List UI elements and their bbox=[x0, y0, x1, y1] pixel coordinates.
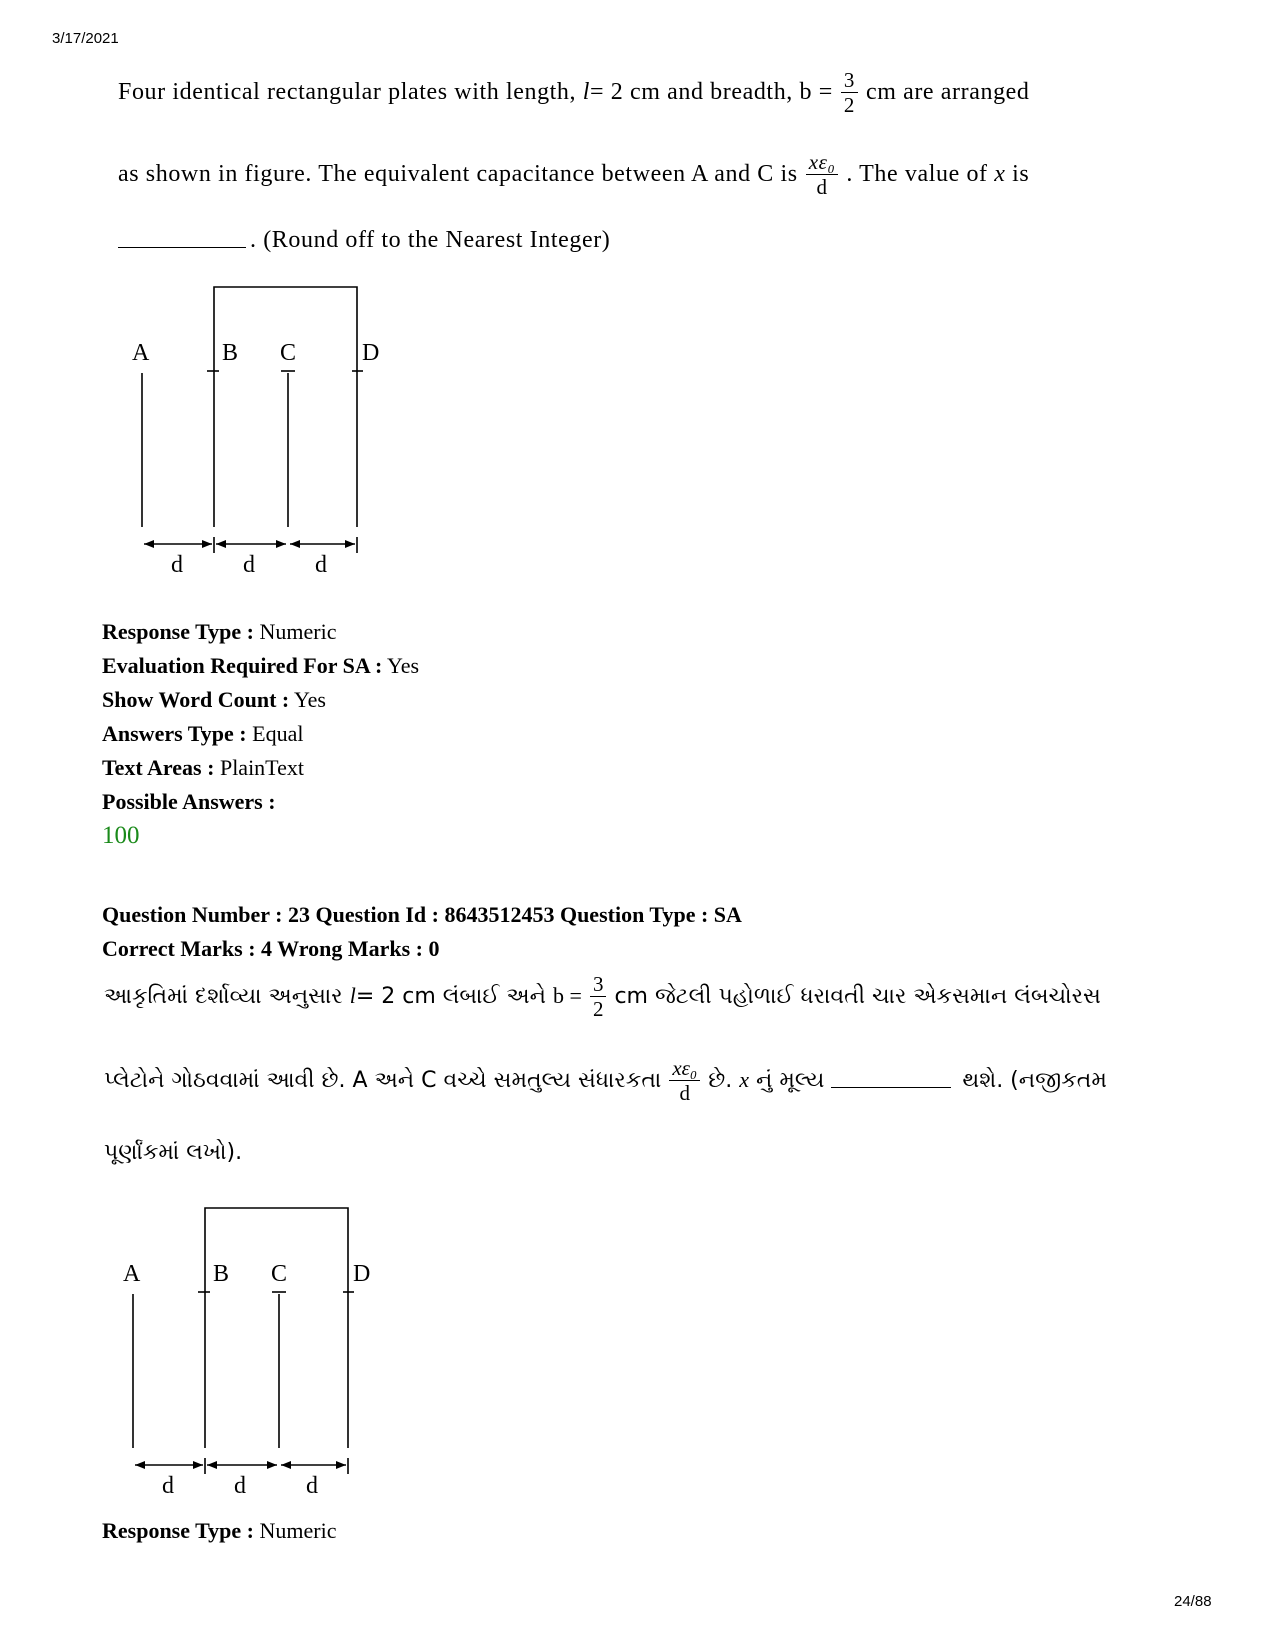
fraction-numerator: xε₀ bbox=[806, 150, 839, 175]
gujarati-text-line-3 bbox=[104, 1124, 242, 1180]
question-text-line-2 bbox=[118, 146, 1029, 202]
label-a: A bbox=[132, 340, 150, 366]
question-details bbox=[102, 615, 419, 819]
capacitor-plates-figure-2 bbox=[111, 1206, 371, 1516]
text-segment: આકૃતિમાં દર્શાવ્યા અનુસાર bbox=[104, 983, 343, 1009]
detail-row: Evaluation Required For SA : Yes bbox=[102, 653, 420, 678]
label-b: B bbox=[213, 1261, 230, 1287]
page-number: 24/88 bbox=[1174, 1593, 1212, 1610]
question-marks: Correct Marks : 4 Wrong Marks : 0 bbox=[102, 936, 440, 961]
answer-blank bbox=[831, 1073, 951, 1088]
text-segment: cm જેટલી પહોળાઈ ધરાવતી ચાર એકસમાન લંબચોરસ bbox=[614, 983, 1101, 1009]
text-segment: . (Round off to the Nearest Integer) bbox=[250, 226, 611, 253]
detail-row: Possible Answers : bbox=[102, 789, 276, 814]
fraction-numerator: 3 bbox=[841, 68, 858, 93]
detail-row: Response Type : Numeric bbox=[102, 619, 337, 644]
fraction-denominator: d bbox=[816, 174, 828, 199]
text-segment: cm are arranged bbox=[865, 78, 1030, 105]
plate-b-d-connection bbox=[205, 1208, 348, 1448]
text-segment: પ્લેટોને ગોઠવવામાં આવી છે. A અને C વચ્ચે સમતુલ્ય સંધારકતા bbox=[104, 1067, 662, 1093]
fraction-denominator: d bbox=[679, 1080, 691, 1105]
label-d: D bbox=[353, 1261, 371, 1287]
question-text-line-3 bbox=[118, 212, 610, 268]
spacing-label: d bbox=[306, 1473, 318, 1499]
fraction-denominator: 2 bbox=[592, 996, 604, 1021]
gujarati-text-line-2 bbox=[104, 1052, 1107, 1108]
spacing-label: d bbox=[171, 552, 183, 578]
label-a: A bbox=[123, 1261, 141, 1287]
plate-b-d-connection bbox=[214, 287, 357, 527]
variable-x: x bbox=[994, 160, 1006, 187]
capacitor-plates-figure bbox=[120, 285, 380, 595]
breadth-symbol: b = bbox=[799, 78, 833, 105]
breadth-symbol: b = bbox=[553, 983, 582, 1008]
label-c: C bbox=[280, 340, 297, 366]
detail-row: Answers Type : Equal bbox=[102, 721, 304, 746]
text-segment: . The value of bbox=[846, 160, 988, 187]
capacitance-fraction bbox=[669, 1056, 700, 1105]
answer-blank bbox=[118, 233, 246, 248]
spacing-label: d bbox=[243, 552, 255, 578]
detail-row: Show Word Count : Yes bbox=[102, 687, 326, 712]
spacing-label: d bbox=[162, 1473, 174, 1499]
text-segment: પૂર્ણાંકમાં લખો). bbox=[104, 1139, 243, 1165]
spacing-label: d bbox=[315, 552, 327, 578]
text-segment: નું મૂલ્ય bbox=[755, 1067, 825, 1093]
text-segment: થશે. (નજીકતમ bbox=[962, 1067, 1107, 1093]
detail-row: Response Type : Numeric bbox=[102, 1518, 337, 1543]
text-segment: Four identical rectangular plates with length, bbox=[118, 78, 577, 105]
detail-row: Text Areas : PlainText bbox=[102, 755, 304, 780]
question-text-line-1 bbox=[118, 64, 1030, 120]
text-segment: = 2 cm લંબાઈ અને bbox=[355, 983, 547, 1009]
length-symbol: l bbox=[349, 983, 356, 1008]
text-segment: as shown in figure. The equivalent capacitance between A and C is bbox=[118, 160, 798, 187]
capacitance-fraction bbox=[806, 150, 839, 199]
label-c: C bbox=[271, 1261, 288, 1287]
possible-answer: 100 bbox=[102, 822, 140, 849]
fraction-numerator: 3 bbox=[590, 972, 607, 997]
question-header: Question Number : 23 Question Id : 8643512453 Question Type : SA bbox=[102, 902, 742, 927]
label-b: B bbox=[222, 340, 239, 366]
text-segment: છે. bbox=[708, 1067, 733, 1093]
fraction-numerator: xε₀ bbox=[669, 1056, 700, 1081]
fraction-denominator: 2 bbox=[843, 92, 855, 117]
length-symbol: l bbox=[582, 78, 591, 105]
print-date: 3/17/2021 bbox=[52, 30, 119, 47]
text-segment: = 2 cm and breadth, bbox=[590, 78, 793, 105]
label-d: D bbox=[362, 340, 380, 366]
breadth-fraction bbox=[841, 68, 858, 117]
variable-x: x bbox=[739, 1067, 749, 1092]
breadth-fraction bbox=[590, 972, 607, 1021]
text-segment: is bbox=[1012, 160, 1030, 187]
spacing-label: d bbox=[234, 1473, 246, 1499]
gujarati-text-line-1 bbox=[104, 968, 1101, 1024]
